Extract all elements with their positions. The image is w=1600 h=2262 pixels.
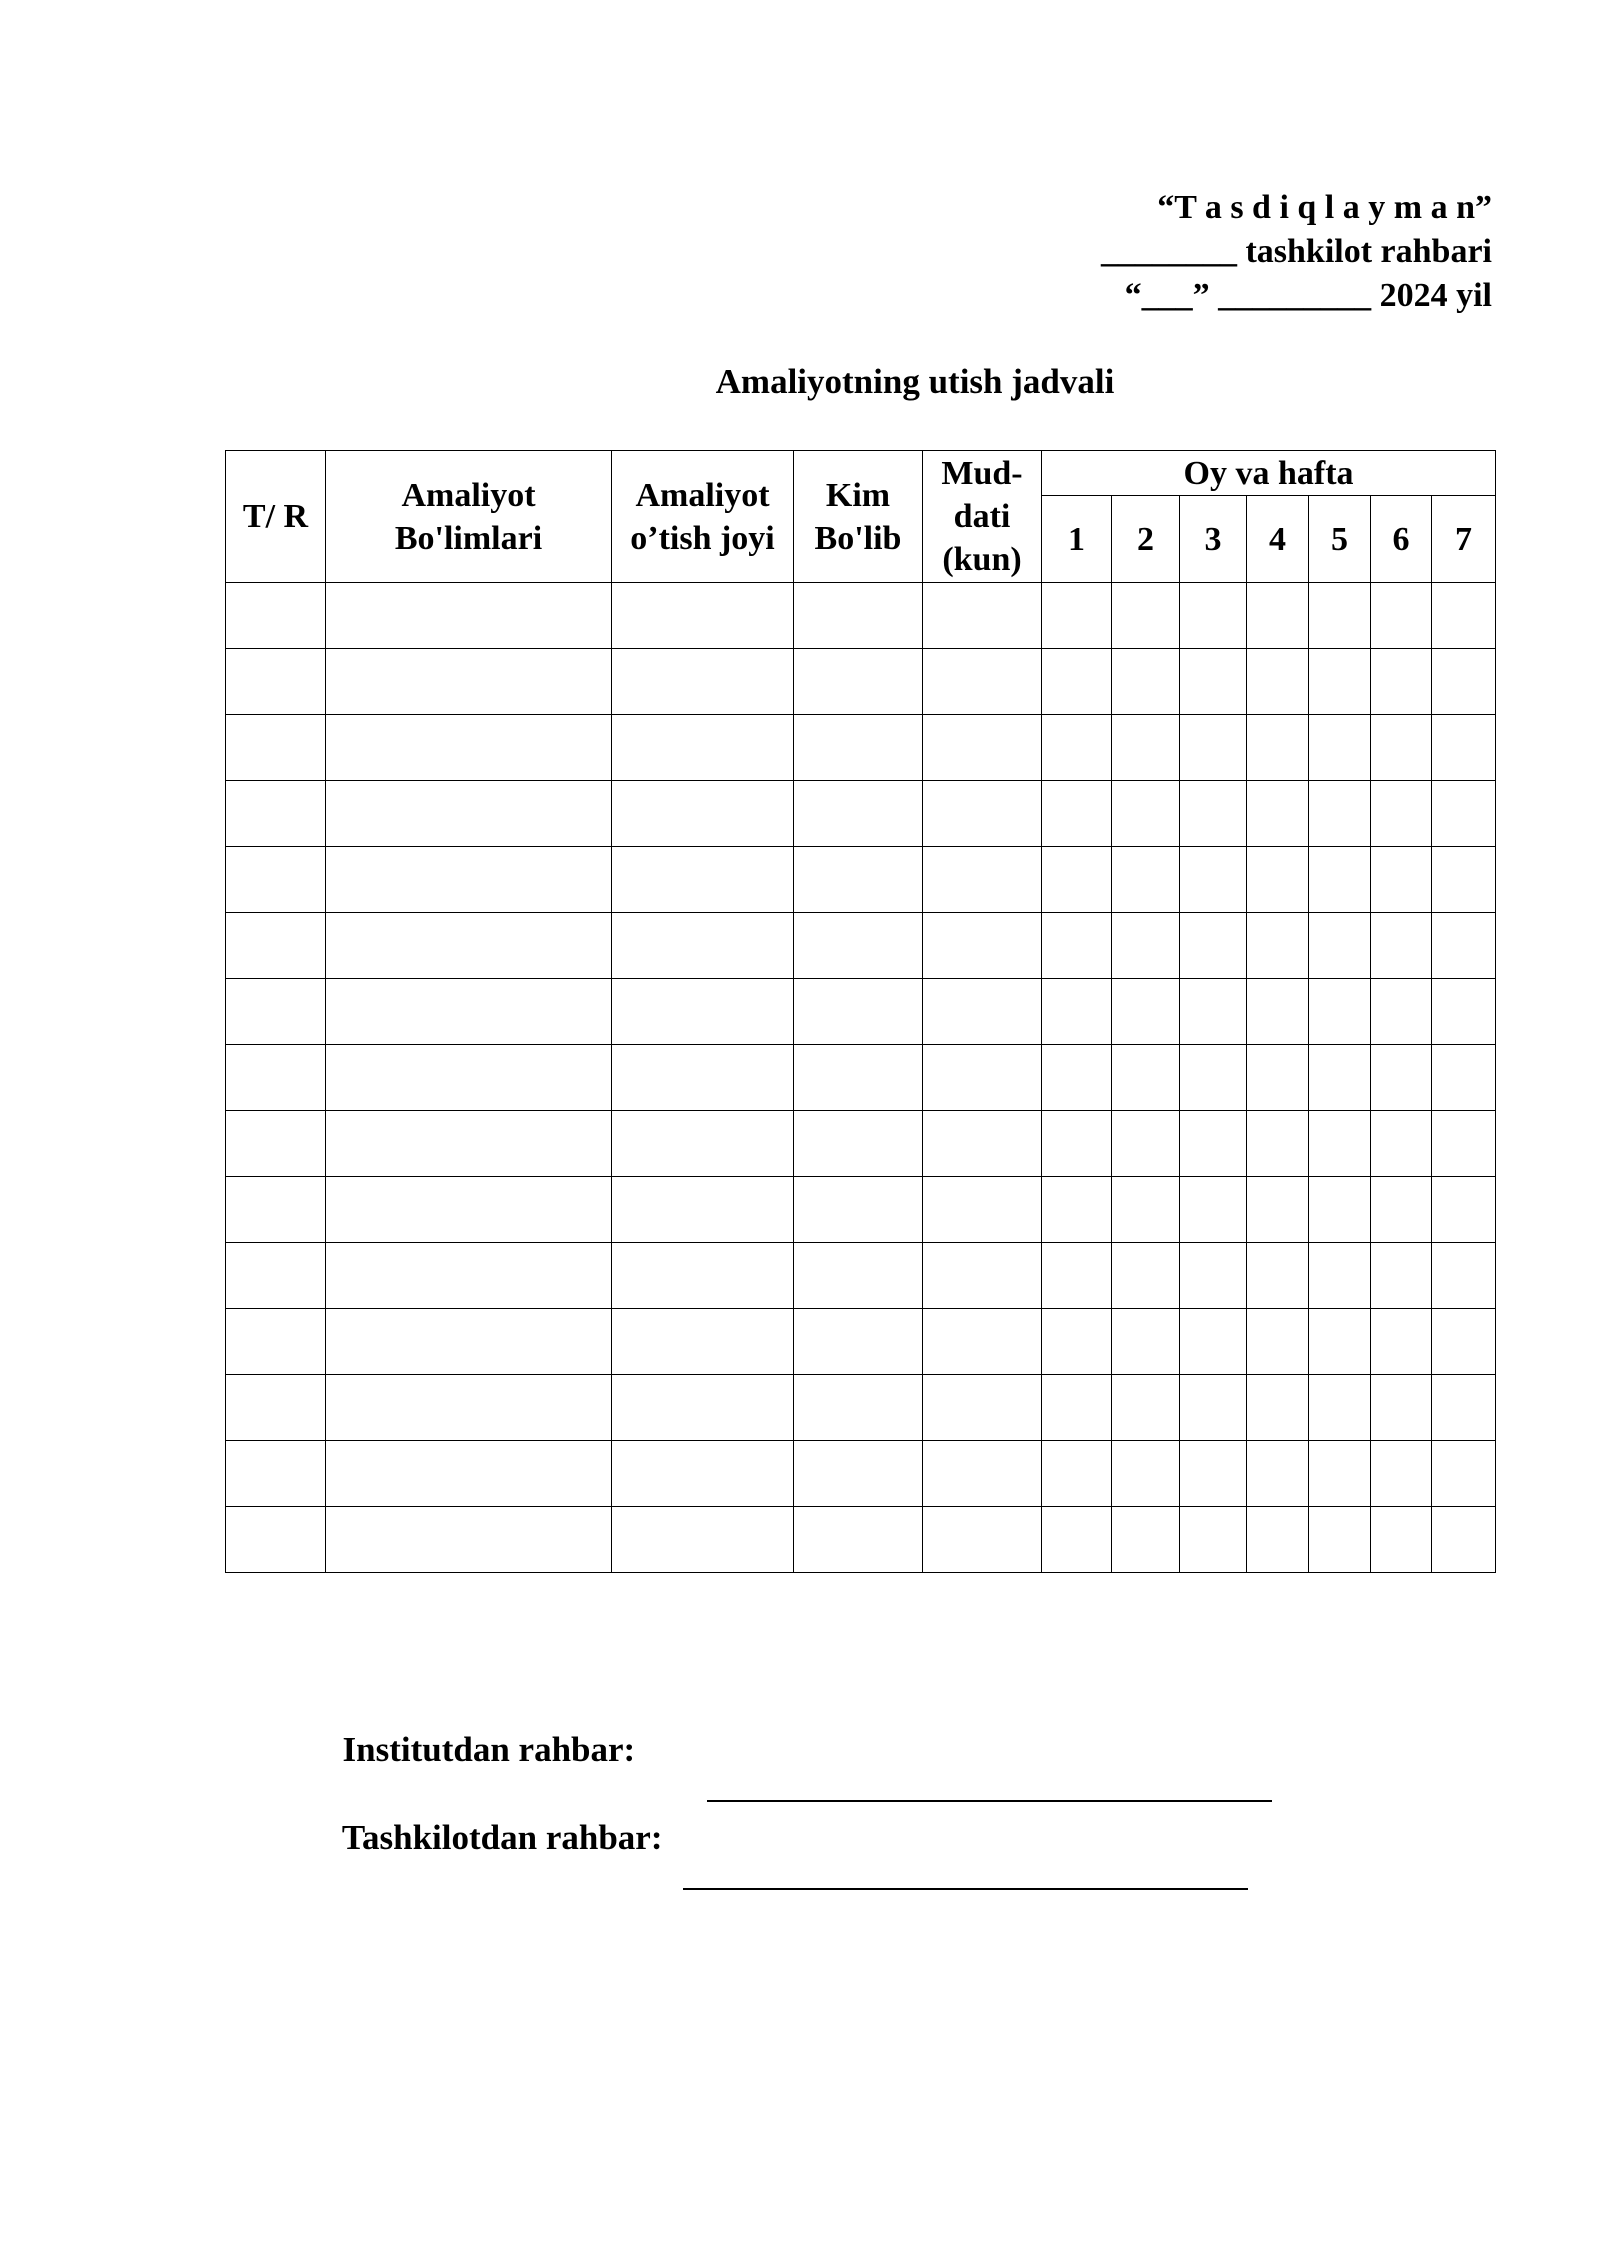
table-cell[interactable] bbox=[226, 979, 326, 1045]
table-cell[interactable] bbox=[612, 583, 794, 649]
table-cell[interactable] bbox=[1042, 913, 1112, 979]
table-cell[interactable] bbox=[1309, 715, 1371, 781]
schedule-table bbox=[225, 450, 1496, 1573]
table-cell[interactable] bbox=[1432, 1507, 1496, 1573]
table-cell[interactable] bbox=[326, 913, 612, 979]
table-cell[interactable] bbox=[1309, 781, 1371, 847]
table-cell[interactable] bbox=[923, 913, 1042, 979]
table-cell[interactable] bbox=[1247, 847, 1309, 913]
table-cell[interactable] bbox=[1432, 1441, 1496, 1507]
table-cell[interactable] bbox=[226, 649, 326, 715]
table-cell[interactable] bbox=[1180, 781, 1247, 847]
table-row bbox=[226, 1507, 1496, 1573]
table-cell[interactable] bbox=[1247, 649, 1309, 715]
table-cell[interactable] bbox=[612, 847, 794, 913]
table-cell[interactable] bbox=[794, 913, 923, 979]
header-week-5: 5 bbox=[1309, 496, 1371, 583]
table-cell[interactable] bbox=[1432, 1111, 1496, 1177]
table-cell[interactable] bbox=[1042, 781, 1112, 847]
table-cell[interactable] bbox=[612, 913, 794, 979]
table-cell[interactable] bbox=[1247, 583, 1309, 649]
table-cell[interactable] bbox=[226, 1111, 326, 1177]
table-cell[interactable] bbox=[226, 1375, 326, 1441]
table-cell[interactable] bbox=[1432, 847, 1496, 913]
table-cell[interactable] bbox=[1247, 1441, 1309, 1507]
table-cell[interactable] bbox=[226, 1309, 326, 1375]
table-body bbox=[226, 583, 1496, 1573]
table-cell[interactable] bbox=[794, 979, 923, 1045]
table-cell[interactable] bbox=[1180, 1045, 1247, 1111]
table-cell[interactable] bbox=[612, 979, 794, 1045]
table-cell[interactable] bbox=[1371, 1045, 1432, 1111]
table-cell[interactable] bbox=[1309, 1375, 1371, 1441]
table-cell[interactable] bbox=[1112, 649, 1180, 715]
table-cell[interactable] bbox=[326, 715, 612, 781]
table-cell[interactable] bbox=[1180, 1177, 1247, 1243]
table-cell[interactable] bbox=[326, 1309, 612, 1375]
table-cell[interactable] bbox=[794, 781, 923, 847]
table-cell[interactable] bbox=[1180, 649, 1247, 715]
table-cell[interactable] bbox=[1112, 715, 1180, 781]
table-cell[interactable] bbox=[1112, 1045, 1180, 1111]
table-cell[interactable] bbox=[326, 1507, 612, 1573]
table-cell[interactable] bbox=[923, 1243, 1042, 1309]
table-cell[interactable] bbox=[1042, 649, 1112, 715]
table-row bbox=[226, 715, 1496, 781]
table-cell[interactable] bbox=[1042, 583, 1112, 649]
table-cell[interactable] bbox=[923, 781, 1042, 847]
table-cell[interactable] bbox=[1112, 1375, 1180, 1441]
table-cell[interactable] bbox=[1371, 649, 1432, 715]
table-cell[interactable] bbox=[1371, 1111, 1432, 1177]
table-cell[interactable] bbox=[1432, 979, 1496, 1045]
table-cell[interactable] bbox=[794, 1177, 923, 1243]
table-row bbox=[226, 1375, 1496, 1441]
header-month-week: Oy va hafta bbox=[1042, 451, 1496, 496]
table-cell[interactable] bbox=[1180, 979, 1247, 1045]
approval-block bbox=[1101, 186, 1492, 318]
table-cell[interactable] bbox=[1180, 1309, 1247, 1375]
table-cell[interactable] bbox=[1042, 1375, 1112, 1441]
table-cell[interactable] bbox=[1042, 979, 1112, 1045]
table-row bbox=[226, 847, 1496, 913]
table-cell[interactable] bbox=[612, 781, 794, 847]
table-cell[interactable] bbox=[226, 1441, 326, 1507]
table-cell[interactable] bbox=[1371, 1177, 1432, 1243]
table-cell[interactable] bbox=[794, 1045, 923, 1111]
table-cell[interactable] bbox=[1309, 1111, 1371, 1177]
table-cell[interactable] bbox=[794, 715, 923, 781]
table-cell[interactable] bbox=[1371, 847, 1432, 913]
table-cell[interactable] bbox=[612, 1243, 794, 1309]
table-cell[interactable] bbox=[612, 1309, 794, 1375]
table-cell[interactable] bbox=[1309, 649, 1371, 715]
table-cell[interactable] bbox=[326, 1045, 612, 1111]
table-cell[interactable] bbox=[326, 1177, 612, 1243]
organization-signature bbox=[325, 1778, 663, 1898]
table-cell[interactable] bbox=[1309, 1243, 1371, 1309]
table-cell[interactable] bbox=[923, 583, 1042, 649]
table-cell[interactable] bbox=[1247, 1243, 1309, 1309]
table-cell[interactable] bbox=[1180, 847, 1247, 913]
table-cell[interactable] bbox=[1371, 979, 1432, 1045]
table-row bbox=[226, 1177, 1496, 1243]
table-cell[interactable] bbox=[1112, 1309, 1180, 1375]
table-cell[interactable] bbox=[612, 1441, 794, 1507]
table-cell[interactable] bbox=[1180, 1507, 1247, 1573]
table-cell[interactable] bbox=[326, 649, 612, 715]
table-cell[interactable] bbox=[1247, 781, 1309, 847]
table-cell[interactable] bbox=[794, 1375, 923, 1441]
table-cell[interactable] bbox=[326, 1441, 612, 1507]
table-row bbox=[226, 781, 1496, 847]
table-cell[interactable] bbox=[1180, 1243, 1247, 1309]
header-week-1: 1 bbox=[1042, 496, 1112, 583]
header-week-6: 6 bbox=[1371, 496, 1432, 583]
table-cell[interactable] bbox=[1247, 715, 1309, 781]
table-cell[interactable] bbox=[1309, 583, 1371, 649]
table-cell[interactable] bbox=[1432, 1177, 1496, 1243]
table-cell[interactable] bbox=[1042, 1441, 1112, 1507]
header-week-7: 7 bbox=[1432, 496, 1496, 583]
table-cell[interactable] bbox=[1247, 1309, 1309, 1375]
table-cell[interactable] bbox=[1042, 1243, 1112, 1309]
table-cell[interactable] bbox=[226, 1177, 326, 1243]
table-cell[interactable] bbox=[226, 1045, 326, 1111]
table-cell[interactable] bbox=[1309, 1177, 1371, 1243]
table-cell[interactable] bbox=[326, 979, 612, 1045]
table-cell[interactable] bbox=[1112, 1177, 1180, 1243]
table-cell[interactable] bbox=[1309, 1309, 1371, 1375]
table-cell[interactable] bbox=[1180, 1441, 1247, 1507]
table-cell[interactable] bbox=[1042, 847, 1112, 913]
table-cell[interactable] bbox=[612, 1111, 794, 1177]
header-week-2: 2 bbox=[1112, 496, 1180, 583]
table-cell[interactable] bbox=[1309, 913, 1371, 979]
table-cell[interactable] bbox=[1309, 847, 1371, 913]
table-cell[interactable] bbox=[794, 1441, 923, 1507]
table-cell[interactable] bbox=[923, 1507, 1042, 1573]
institute-signature-label: Institutdan rahbar: bbox=[342, 1730, 636, 1769]
table-cell[interactable] bbox=[1112, 1507, 1180, 1573]
table-cell[interactable] bbox=[1112, 913, 1180, 979]
table-row bbox=[226, 1441, 1496, 1507]
table-row bbox=[226, 649, 1496, 715]
table-cell[interactable] bbox=[1371, 781, 1432, 847]
table-cell[interactable] bbox=[326, 1111, 612, 1177]
table-cell[interactable] bbox=[794, 1243, 923, 1309]
organization-signature-line[interactable] bbox=[683, 1858, 1248, 1890]
table-cell[interactable] bbox=[1112, 1111, 1180, 1177]
table-cell[interactable] bbox=[923, 1309, 1042, 1375]
institute-signature-line[interactable] bbox=[707, 1770, 1272, 1802]
header-duration: Mud- dati (kun) bbox=[923, 451, 1042, 583]
table-cell[interactable] bbox=[1432, 583, 1496, 649]
table-cell[interactable] bbox=[1042, 715, 1112, 781]
table-cell[interactable] bbox=[1432, 1375, 1496, 1441]
table-cell[interactable] bbox=[1180, 913, 1247, 979]
table-cell[interactable] bbox=[612, 1045, 794, 1111]
table-cell[interactable] bbox=[1180, 715, 1247, 781]
table-cell[interactable] bbox=[326, 1375, 612, 1441]
table-row bbox=[226, 583, 1496, 649]
header-week-4: 4 bbox=[1247, 496, 1309, 583]
table-cell[interactable] bbox=[612, 1177, 794, 1243]
table-cell[interactable] bbox=[923, 1045, 1042, 1111]
table-cell[interactable] bbox=[612, 1375, 794, 1441]
organization-signature-label: Tashkilotdan rahbar: bbox=[341, 1818, 663, 1857]
table-cell[interactable] bbox=[794, 847, 923, 913]
table-row bbox=[226, 1243, 1496, 1309]
table-row bbox=[226, 1309, 1496, 1375]
table-cell[interactable] bbox=[612, 1507, 794, 1573]
table-cell[interactable] bbox=[794, 583, 923, 649]
table-cell[interactable] bbox=[1371, 913, 1432, 979]
table-cell[interactable] bbox=[1371, 1243, 1432, 1309]
table-cell[interactable] bbox=[1112, 1243, 1180, 1309]
table-cell[interactable] bbox=[1180, 583, 1247, 649]
table-cell[interactable] bbox=[1309, 1045, 1371, 1111]
table-cell[interactable] bbox=[1371, 583, 1432, 649]
table-cell[interactable] bbox=[1432, 1309, 1496, 1375]
header-sections: Amaliyot Bo'limlari bbox=[326, 451, 612, 583]
table-cell[interactable] bbox=[1180, 1111, 1247, 1177]
table-cell[interactable] bbox=[1042, 1045, 1112, 1111]
table-cell[interactable] bbox=[1309, 979, 1371, 1045]
table-row bbox=[226, 1045, 1496, 1111]
table-cell[interactable] bbox=[923, 1177, 1042, 1243]
table-cell[interactable] bbox=[1247, 979, 1309, 1045]
header-place: Amaliyot o’tish joyi bbox=[612, 451, 794, 583]
table-cell[interactable] bbox=[226, 1507, 326, 1573]
table-cell[interactable] bbox=[1371, 715, 1432, 781]
table-cell[interactable] bbox=[1112, 781, 1180, 847]
table-cell[interactable] bbox=[1371, 1507, 1432, 1573]
table-cell[interactable] bbox=[1247, 1045, 1309, 1111]
table-cell[interactable] bbox=[1432, 781, 1496, 847]
table-cell[interactable] bbox=[923, 1441, 1042, 1507]
table-cell[interactable] bbox=[1042, 1309, 1112, 1375]
table-cell[interactable] bbox=[226, 913, 326, 979]
table-cell[interactable] bbox=[1247, 1177, 1309, 1243]
table-cell[interactable] bbox=[326, 781, 612, 847]
table-cell[interactable] bbox=[1247, 1111, 1309, 1177]
table-cell[interactable] bbox=[1309, 1507, 1371, 1573]
table-cell[interactable] bbox=[1371, 1375, 1432, 1441]
table-cell[interactable] bbox=[1309, 1441, 1371, 1507]
table-cell[interactable] bbox=[1371, 1309, 1432, 1375]
table-cell[interactable] bbox=[1112, 583, 1180, 649]
table-cell[interactable] bbox=[226, 715, 326, 781]
header-tr: T/ R bbox=[226, 451, 326, 583]
table-cell[interactable] bbox=[923, 979, 1042, 1045]
table-cell[interactable] bbox=[923, 715, 1042, 781]
table-cell[interactable] bbox=[1247, 1375, 1309, 1441]
table-row bbox=[226, 913, 1496, 979]
table-cell[interactable] bbox=[1371, 1441, 1432, 1507]
table-cell[interactable] bbox=[1042, 1177, 1112, 1243]
table-cell[interactable] bbox=[923, 1111, 1042, 1177]
table-cell[interactable] bbox=[1432, 715, 1496, 781]
table-cell[interactable] bbox=[226, 583, 326, 649]
table-cell[interactable] bbox=[923, 847, 1042, 913]
table-cell[interactable] bbox=[1432, 649, 1496, 715]
table-cell[interactable] bbox=[326, 847, 612, 913]
table-cell[interactable] bbox=[1112, 979, 1180, 1045]
table-cell[interactable] bbox=[1432, 1045, 1496, 1111]
table-cell[interactable] bbox=[326, 583, 612, 649]
table-cell[interactable] bbox=[923, 649, 1042, 715]
approval-organization-head: ________ tashkilot rahbari bbox=[1100, 233, 1492, 270]
table-cell[interactable] bbox=[794, 1111, 923, 1177]
header-role: Kim Bo'lib bbox=[794, 451, 923, 583]
table-row bbox=[226, 979, 1496, 1045]
table-cell[interactable] bbox=[1112, 1441, 1180, 1507]
table-cell[interactable] bbox=[1247, 1507, 1309, 1573]
table-cell[interactable] bbox=[226, 1243, 326, 1309]
table-cell[interactable] bbox=[794, 649, 923, 715]
table-cell[interactable] bbox=[1042, 1111, 1112, 1177]
table-cell[interactable] bbox=[612, 649, 794, 715]
table-cell[interactable] bbox=[1112, 847, 1180, 913]
table-cell[interactable] bbox=[226, 847, 326, 913]
table-cell[interactable] bbox=[226, 781, 326, 847]
table-cell[interactable] bbox=[1180, 1375, 1247, 1441]
approval-date: “___” _________ 2024 yil bbox=[1124, 277, 1492, 314]
header-week-3: 3 bbox=[1180, 496, 1247, 583]
table-cell[interactable] bbox=[326, 1243, 612, 1309]
approval-title: “T a s d i q l a y m a n” bbox=[1157, 189, 1492, 226]
table-cell[interactable] bbox=[1432, 1243, 1496, 1309]
table-cell[interactable] bbox=[1432, 913, 1496, 979]
table-row bbox=[226, 1111, 1496, 1177]
table-cell[interactable] bbox=[1042, 1507, 1112, 1573]
table-cell[interactable] bbox=[1247, 913, 1309, 979]
table-cell[interactable] bbox=[794, 1309, 923, 1375]
document-title: Amaliyotning utish jadvali bbox=[715, 362, 1115, 401]
table-cell[interactable] bbox=[923, 1375, 1042, 1441]
table-cell[interactable] bbox=[612, 715, 794, 781]
table-cell[interactable] bbox=[794, 1507, 923, 1573]
